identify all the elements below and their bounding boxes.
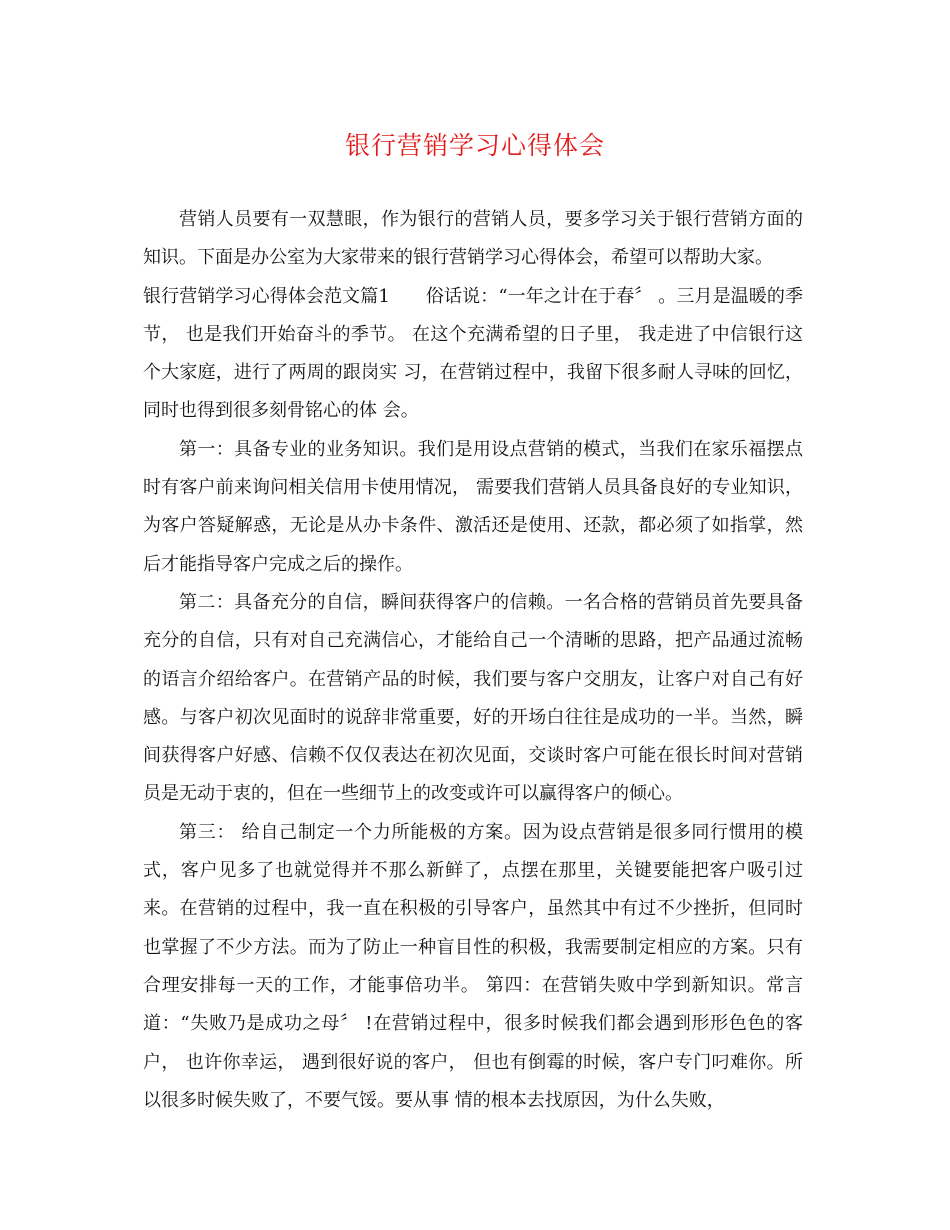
point-one-paragraph: 第一：具备专业的业务知识。我们是用设点营销的模式，当我们在家乐福摆点时有客户前来询问相关信用卡使用情况， 需要我们营销人员具备良好的专业知识，为客户答疑解惑，无论是从办卡条件、激活还是使用、还款，都必须了如指掌，然后才能指导客户完成之后的操作。 — [143, 438, 803, 575]
section-opening-text: 俗话说：“一年之计在于春〞 。三月是温暖的季节， 也是我们开始奋斗的季节。 在这个充满希望的日子里， 我走进了中信银行这个大家庭，进行了两周的跟岗实 习，在营销过程中，我留下很多耐人寻味的回忆，同时也得到很多刻骨铭心的体 会。 — [143, 285, 804, 422]
intro-paragraph: 营销人员要有一双慧眼，作为银行的营销人员，要多学习关于银行营销方面的知识。下面是办公室为大家带来的银行营销学习心得体会，希望可以帮助大家。 — [143, 209, 803, 269]
section-paragraph — [143, 278, 803, 431]
point-three-paragraph: 第三： 给自己制定一个力所能极的方案。因为设点营销是很多同行惯用的模式，客户见多了也就觉得并不那么新鲜了，点摆在那里，关键要能把客户吸引过来。在营销的过程中，我一直在积极的引导客户，虽然其中有过不少挫折，但同时也掌握了不少方法。而为了防止一种盲目性的积极，我需要制定相应的方案。只有合理安排每一天的工作，才能事倍功半。 第四：在营销失败中学到新知识。常言道：“失败乃是成功之母〞 !在营销过程中，很多时候我们都会遇到形形色色的客户， 也许你幸运， 遇到很好说的客户， 但也有倒霉的时候，客户专门叼难你。所以很多时候失败了，不要气馁。要从事 情的根本去找原因，为什么失败， — [143, 821, 803, 1111]
section-label: 银行营销学习心得体会范文篇1 — [143, 285, 390, 307]
point-two-paragraph: 第二：具备充分的自信，瞬间获得客户的信赖。一名合格的营销员首先要具备充分的自信，只有对自己充满信心，才能给自己一个清晰的思路，把产品通过流畅的语言介绍给客户。在营销产品的时候，我们要与客户交朋友，让客户对自己有好感。与客户初次见面时的说辞非常重要，好的开场白往往是成功的一半。当然，瞬间获得客户好感、信赖不仅仅表达在初次见面，交谈时客户可能在很长时间对营销员是无动于衷的，但在一些细节上的改变或许可以赢得客户的倾心。 — [143, 591, 803, 805]
document-title: 银行营销学习心得体会 — [344, 131, 605, 160]
document-body — [143, 201, 803, 1120]
